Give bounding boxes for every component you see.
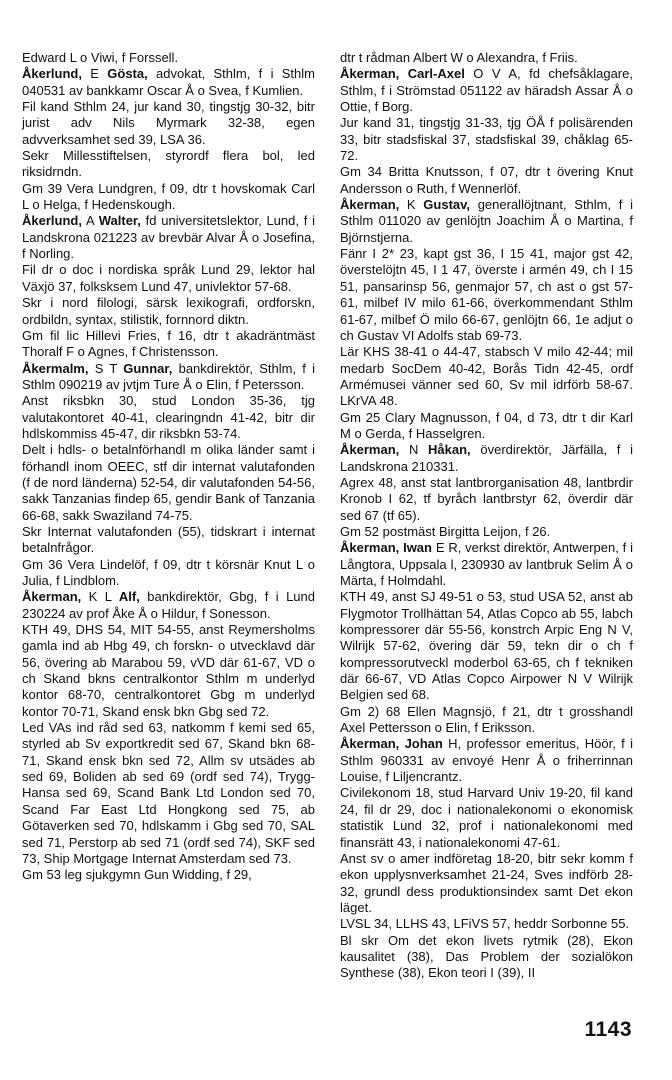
entry-paragraph	[22, 295, 315, 328]
entry-heading-paragraph	[340, 540, 633, 589]
surname: Åkerman,	[340, 197, 400, 213]
entry-paragraph	[340, 589, 633, 703]
given-name: Alf,	[118, 589, 140, 605]
entry-paragraph	[340, 475, 633, 524]
entry-paragraph	[340, 933, 633, 982]
entry-paragraph	[22, 99, 315, 148]
given-initials: S T	[88, 360, 124, 376]
entry-text: Fänr I 2* 23, kapt gst 36, I 15 41, major gst 42, överstelöjtn 45, I 1 47, överste i armén 49, ch I 15 51, pansarinsp 56, genmajor 57, ch ast o gst 57-61, milbef IV milo 61-66, överkommendant Sthlm 61-67, milbef Ö milo 66-67, genlöjtn 66, 1e adjut o ch Gustav VI Adolfs stab 69-73.	[340, 246, 633, 343]
given-initials: E	[81, 66, 108, 82]
entry-paragraph	[340, 704, 633, 737]
right-column	[340, 50, 633, 982]
entry-text: bankdirektör, Sthlm, f i Sthlm 090219 av jvtjm Ture Å o Elin, f Petersson.	[22, 360, 315, 392]
surname: Åkerman,	[22, 589, 82, 605]
entry-text: Gm 39 Vera Lundgren, f 09, dtr t hovskomak Carl L o Helga, f Hedenskough.	[22, 180, 315, 213]
entry-text: Gm 2) 68 Ellen Magnsjö, f 21, dtr t grosshandl Axel Pettersson o Elin, f Eriksson.	[340, 703, 633, 736]
given-name: Gustav,	[423, 197, 471, 213]
entry-text: advokat, Sthlm, f i Sthlm 040531 av bankkamr Oscar Å o Svea, f Kumlien.	[22, 66, 315, 98]
entry-paragraph	[22, 622, 315, 720]
entry-paragraph	[22, 557, 315, 590]
entry-paragraph	[340, 50, 633, 66]
page-number: 1143	[584, 1018, 632, 1041]
entry-heading-paragraph	[340, 442, 633, 475]
entry-text: KTH 49, anst SJ 49-51 o 53, stud USA 52, anst ab Flygmotor Trollhättan 54, Atlas Copco ab 55, labch kompressorer där 55-56, konstrch Arpic Eng N V, Wilrijk 57-62, övering där 59, tekn dir o ch f kompressorutveckl moderbol 63-65, ch f tekniken där 66-67, VD Atlas Copco Airpower N V Wilrijk Belgien sed 68.	[340, 589, 633, 703]
entry-text: överdirektör, Järfälla, f i Landskrona 210331.	[340, 442, 633, 474]
entry-text: dtr t rådman Albert W o Alexandra, f Friis.	[340, 50, 578, 65]
entry-paragraph	[22, 393, 315, 442]
given-initials: H, professor emeritus, Höör, f i Sthlm 960331 av envoyé Henr Å o friherrinnan Louise, f Liljencrantz.	[340, 736, 633, 785]
given-name: Håkan,	[428, 442, 471, 458]
entry-heading-paragraph	[22, 589, 315, 622]
given-name: Gunnar,	[123, 360, 173, 376]
entry-text: bankdirektör, Gbg, f i Lund 230224 av prof Åke Å o Hildur, f Sonesson.	[22, 589, 315, 621]
entry-paragraph	[22, 442, 315, 524]
entry-paragraph	[340, 164, 633, 197]
surname: Åkerlund,	[22, 66, 82, 82]
entry-text: Gm fil lic Hillevi Fries, f 16, dtr t akadräntmäst Thoralf F o Agnes, f Christensson.	[22, 327, 315, 360]
left-column	[22, 50, 315, 884]
entry-paragraph	[22, 262, 315, 295]
entry-text: Skr Internat valutafonden (55), tidskrart i internat betalnfrågor.	[22, 523, 315, 556]
entry-text: generallöjtnant, Sthlm, f i Sthlm 011020 av genlöjtn Joachim Å o Martina, f Björnstjerna.	[340, 197, 633, 245]
entry-text: Lär KHS 38-41 o 44-47, stabsch V milo 42-44; mil medarb SocDem 40-42, Borås Tidn 42-45, ordf Armémusei vänner sed 60, Sv mil idrförb 58-67. LKrVA 48.	[340, 344, 633, 409]
surname: Åkermalm,	[22, 360, 89, 376]
entry-text: LVSL 34, LLHS 43, LFiVS 57, heddr Sorbonne 55.	[340, 916, 630, 932]
entry-text: Anst riksbkn 30, stud London 35-36, tjg valutakontoret 40-41, clearingndn 41-42, bitr dir hdlskommiss 45-47, dir riksbkn 53-74.	[22, 393, 315, 441]
surname: Åkerman, Iwan	[340, 540, 432, 556]
entry-text: Gm 52 postmäst Birgitta Leijon, f 26.	[340, 523, 551, 539]
given-initials: K L	[81, 589, 119, 605]
entry-text: Skr i nord filologi, särsk lexikografi, ordforskn, ordbildn, syntax, stilistik, fornnord diktn.	[22, 295, 315, 327]
entry-text: Delt i hdls- o betalnförhandl m olika länder samt i förhandl inom OEEC, stf dir internat valutafonden (f de nord länderna) 52-54, dir valutafonden 54-56, sakk Tanzanias findep 65, gendir Bank of Tanzania 66-68, sakk Swaziland 74-75.	[22, 442, 315, 523]
entry-heading-paragraph	[22, 361, 315, 394]
entry-text: Bl skr Om det ekon livets rytmik (28), Ekon kausalitet (38), Das Problem der sozialökon Synthese (38), Ekon teori I (39), II	[340, 932, 633, 981]
entry-text: Gm 36 Vera Lindelöf, f 09, dtr t körsnär Knut L o Julia, f Lindblom.	[22, 556, 315, 588]
entry-paragraph	[340, 410, 633, 443]
surname: Åkerman, Carl-Axel	[340, 66, 465, 82]
entry-paragraph	[22, 328, 315, 361]
entry-heading-paragraph	[22, 213, 315, 262]
surname: Åkerman,	[340, 442, 400, 458]
entry-text: Anst sv o amer indföretag 18-20, bitr sekr komm f ekon upplysnverksamhet 21-24, Sves indförb 28-32, grundl dess produktionsindex samt Det ekon läget.	[340, 850, 633, 915]
given-name: Walter,	[98, 213, 141, 229]
entry-heading-paragraph	[340, 736, 633, 785]
given-initials: A	[81, 213, 99, 229]
entry-text: Fil dr o doc i nordiska språk Lund 29, lektor hal Växjö 37, folksksem Lund 47, univlektor 57-68.	[22, 262, 315, 294]
given-initials: E R, verkst direktör, Antwerpen, f i Långtora, Uppsala l, 230930 av lantbruk Selim Å o Märta, f Holmdahl.	[340, 540, 633, 588]
entry-paragraph	[340, 524, 633, 540]
given-initials: O V A, fd chefsåklagare, Sthlm, f i Strömstad 051122 av häradsh Assar Å o Ottie, f Borg.	[340, 66, 633, 115]
entry-text: Fil kand Sthlm 24, jur kand 30, tingstjg 30-32, bitr jurist adv Nils Myrmark 32-38, egen advverksamhet sed 39, LSA 36.	[22, 99, 315, 147]
entry-text: Civilekonom 18, stud Harvard Univ 19-20, fil kand 24, fil dr 29, doc i nationalekonomi o ekonomisk statistik Lund 32, prof i nationalekonomi med finansrätt 43, i nationalekonomi 47-61.	[340, 785, 633, 850]
given-initials: N	[399, 442, 429, 458]
entry-paragraph	[22, 181, 315, 214]
entry-text: fd universitetslektor, Lund, f i Landskrona 021223 av brevbär Alvar Å o Josefina, f Norling.	[22, 213, 315, 262]
entry-paragraph	[22, 867, 315, 883]
entry-text: Gm 53 leg sjukgymn Gun Widding, f 29,	[22, 867, 252, 883]
entry-heading-paragraph	[340, 197, 633, 246]
entry-paragraph	[22, 524, 315, 557]
given-name: Gösta,	[107, 66, 148, 82]
entry-heading-paragraph	[340, 66, 633, 115]
entry-paragraph	[22, 148, 315, 181]
entry-text: Sekr Millesstiftelsen, styrordf flera bol, led riksidrndn.	[22, 148, 315, 180]
entry-heading-paragraph	[22, 66, 315, 99]
entry-text: KTH 49, DHS 54, MIT 54-55, anst Reymersholms gamla ind ab Hbg 49, ch forskn- o utvecklavd där 56, övering ab Marabou 59, vVD där 61-67, VD o ch Skand bkns centralkontor Sthlm m underlyd kontor 68-70, centralkontoret Gbg m underlyd kontor 70-71, Skand ensk bkn Gbg sed 72.	[22, 622, 315, 719]
entry-paragraph	[340, 246, 633, 344]
entry-paragraph	[22, 720, 315, 867]
surname: Åkerlund,	[22, 213, 82, 229]
entry-paragraph	[22, 50, 315, 66]
entry-paragraph	[340, 115, 633, 164]
entry-text: Led VAs ind råd sed 63, natkomm f kemi sed 65, styrled ab Sv exportkredit sed 67, Skand bkn 68-71, Skand ensk bkn sed 72, Allm sv utsädes ab sed 69, Boliden ab sed 69 (ordf sed 74), Trygg-Hansa sed 69, Scand Bank Ltd London sed 70, Scand Far East Ltd Hongkong sed 75, ab Götaverken sed 70, hdlskamm i Gbg sed 70, SAL sed 71, Perstorp ab sed 71 (ordf sed 74), SKF sed 73, Ship Mortgage Internat Amsterdam sed 73.	[22, 720, 315, 866]
entry-paragraph	[340, 344, 633, 409]
entry-paragraph	[340, 851, 633, 916]
entry-text: Agrex 48, anst stat lantbrorganisation 48, lantbrdir Kronob I 62, tf byråch lantbrstyr 62, överdir där sed 67 (tf 65).	[340, 474, 633, 523]
entry-text: Gm 25 Clary Magnusson, f 04, d 73, dtr t dir Karl M o Gerda, f Hasselgren.	[340, 409, 633, 441]
entry-paragraph	[340, 785, 633, 850]
surname: Åkerman, Johan	[340, 736, 443, 752]
entry-text: Edward L o Viwi, f Forssell.	[22, 50, 179, 65]
entry-paragraph	[340, 916, 633, 932]
entry-text: Jur kand 31, tingstjg 31-33, tjg ÖÅ f polisärenden 33, bitr stadsfiskal 37, stadsfiskal 39, chåklag 65-72.	[340, 115, 633, 164]
given-initials: K	[399, 197, 424, 213]
entry-text: Gm 34 Britta Knutsson, f 07, dtr t övering Knut Andersson o Ruth, f Wennerlöf.	[340, 164, 633, 196]
